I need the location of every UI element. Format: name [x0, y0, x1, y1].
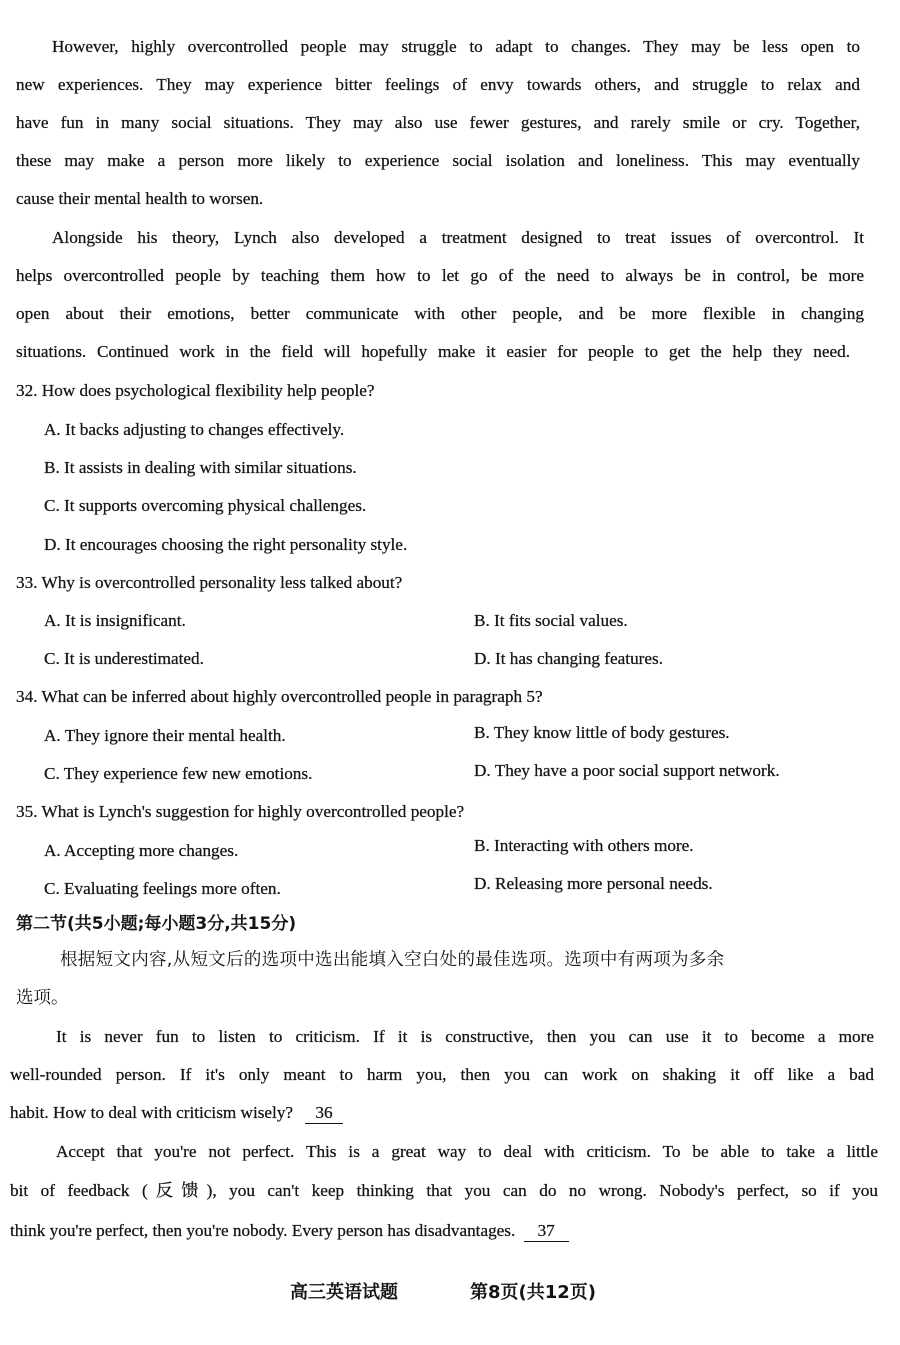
question-35-option-a[interactable]: A. Accepting more changes.: [44, 841, 239, 860]
passage-p1-line-5: cause their mental health to worsen.: [16, 189, 264, 208]
question-34-option-b[interactable]: B. They know little of body gestures.: [474, 723, 730, 742]
question-33-option-d[interactable]: D. It has changing features.: [474, 649, 663, 668]
blank-36[interactable]: 36: [305, 1103, 342, 1124]
passage-p1-line-3: have fun in many social situations. They may also use fewer gestures, and rarely smile or cry. Together,: [16, 113, 860, 132]
question-32-option-c[interactable]: C. It supports overcoming physical challenges.: [44, 496, 367, 515]
question-34-option-a[interactable]: A. They ignore their mental health.: [44, 726, 286, 745]
question-32-option-a[interactable]: A. It backs adjusting to changes effectively.: [44, 420, 345, 439]
question-34-option-d[interactable]: D. They have a poor social support network.: [474, 761, 780, 780]
section-2-p2-line-2: bit of feedback (反馈), you can't keep thinking that you can do no wrong. Nobody's perfect, so if you: [10, 1181, 878, 1200]
passage-p2-line-3: open about their emotions, better communicate with other people, and be more flexible in changing: [16, 304, 864, 323]
passage-p1-line-4: these may make a person more likely to experience social isolation and loneliness. This may eventually: [16, 151, 860, 170]
section-2-instruction-line-1: 根据短文内容,从短文后的选项中选出能填入空白处的最佳选项。选项中有两项为多余: [60, 950, 725, 970]
section-2-instruction-line-2: 选项。: [16, 988, 69, 1008]
question-35-option-c[interactable]: C. Evaluating feelings more often.: [44, 879, 281, 898]
section-2-heading: 第二节(共5小题;每小题3分,共15分): [16, 914, 297, 934]
question-33-option-b[interactable]: B. It fits social values.: [474, 611, 628, 630]
question-32-option-b[interactable]: B. It assists in dealing with similar situations.: [44, 458, 357, 477]
section-2-p2-line-3: [10, 1220, 569, 1242]
section-2-p1-line-1: It is never fun to listen to criticism. If it is constructive, then you can use it to become a more: [56, 1027, 874, 1046]
question-35-stem: 35. What is Lynch's suggestion for highly overcontrolled people?: [16, 802, 465, 821]
question-35-option-b[interactable]: B. Interacting with others more.: [474, 836, 694, 855]
passage-p1-line-2: new experiences. They may experience bitter feelings of envy towards others, and struggle to relax and: [16, 75, 860, 94]
passage-p2-line-1: Alongside his theory, Lynch also developed a treatment designed to treat issues of overcontrol. It: [52, 228, 864, 247]
passage-p2-line-2: helps overcontrolled people by teaching them how to let go of the need to always be in control, be more: [16, 266, 864, 285]
question-34-stem: 34. What can be inferred about highly overcontrolled people in paragraph 5?: [16, 687, 543, 706]
question-34-option-c[interactable]: C. They experience few new emotions.: [44, 764, 313, 783]
passage-p2-line-4: situations. Continued work in the field will hopefully make it easier for people to get the help they need.: [16, 342, 850, 361]
section-2-p1-line-2: well-rounded person. If it's only meant to harm you, then you can work on shaking it off like a bad: [10, 1065, 874, 1084]
section-2-p1-line-3: [10, 1102, 343, 1124]
footer-title: 高三英语试题: [290, 1282, 398, 1303]
footer-page-number: 第8页(共12页): [470, 1282, 597, 1303]
section-2-p1-line-3-text: habit. How to deal with criticism wisely?: [10, 1103, 294, 1122]
question-33-option-c[interactable]: C. It is underestimated.: [44, 649, 204, 668]
section-2-p2-line-1: Accept that you're not perfect. This is a great way to deal with criticism. To be able to take a little: [56, 1142, 878, 1161]
passage-p1-line-1: However, highly overcontrolled people may struggle to adapt to changes. They may be less open to: [52, 37, 860, 56]
question-32-stem: 32. How does psychological flexibility help people?: [16, 381, 375, 400]
question-32-option-d[interactable]: D. It encourages choosing the right personality style.: [44, 535, 408, 554]
section-2-p2-line-3-text: think you're perfect, then you're nobody. Every person has disadvantages.: [10, 1221, 516, 1240]
question-33-stem: 33. Why is overcontrolled personality less talked about?: [16, 573, 403, 592]
question-35-option-d[interactable]: D. Releasing more personal needs.: [474, 874, 713, 893]
question-33-option-a[interactable]: A. It is insignificant.: [44, 611, 186, 630]
blank-37[interactable]: 37: [524, 1221, 569, 1242]
